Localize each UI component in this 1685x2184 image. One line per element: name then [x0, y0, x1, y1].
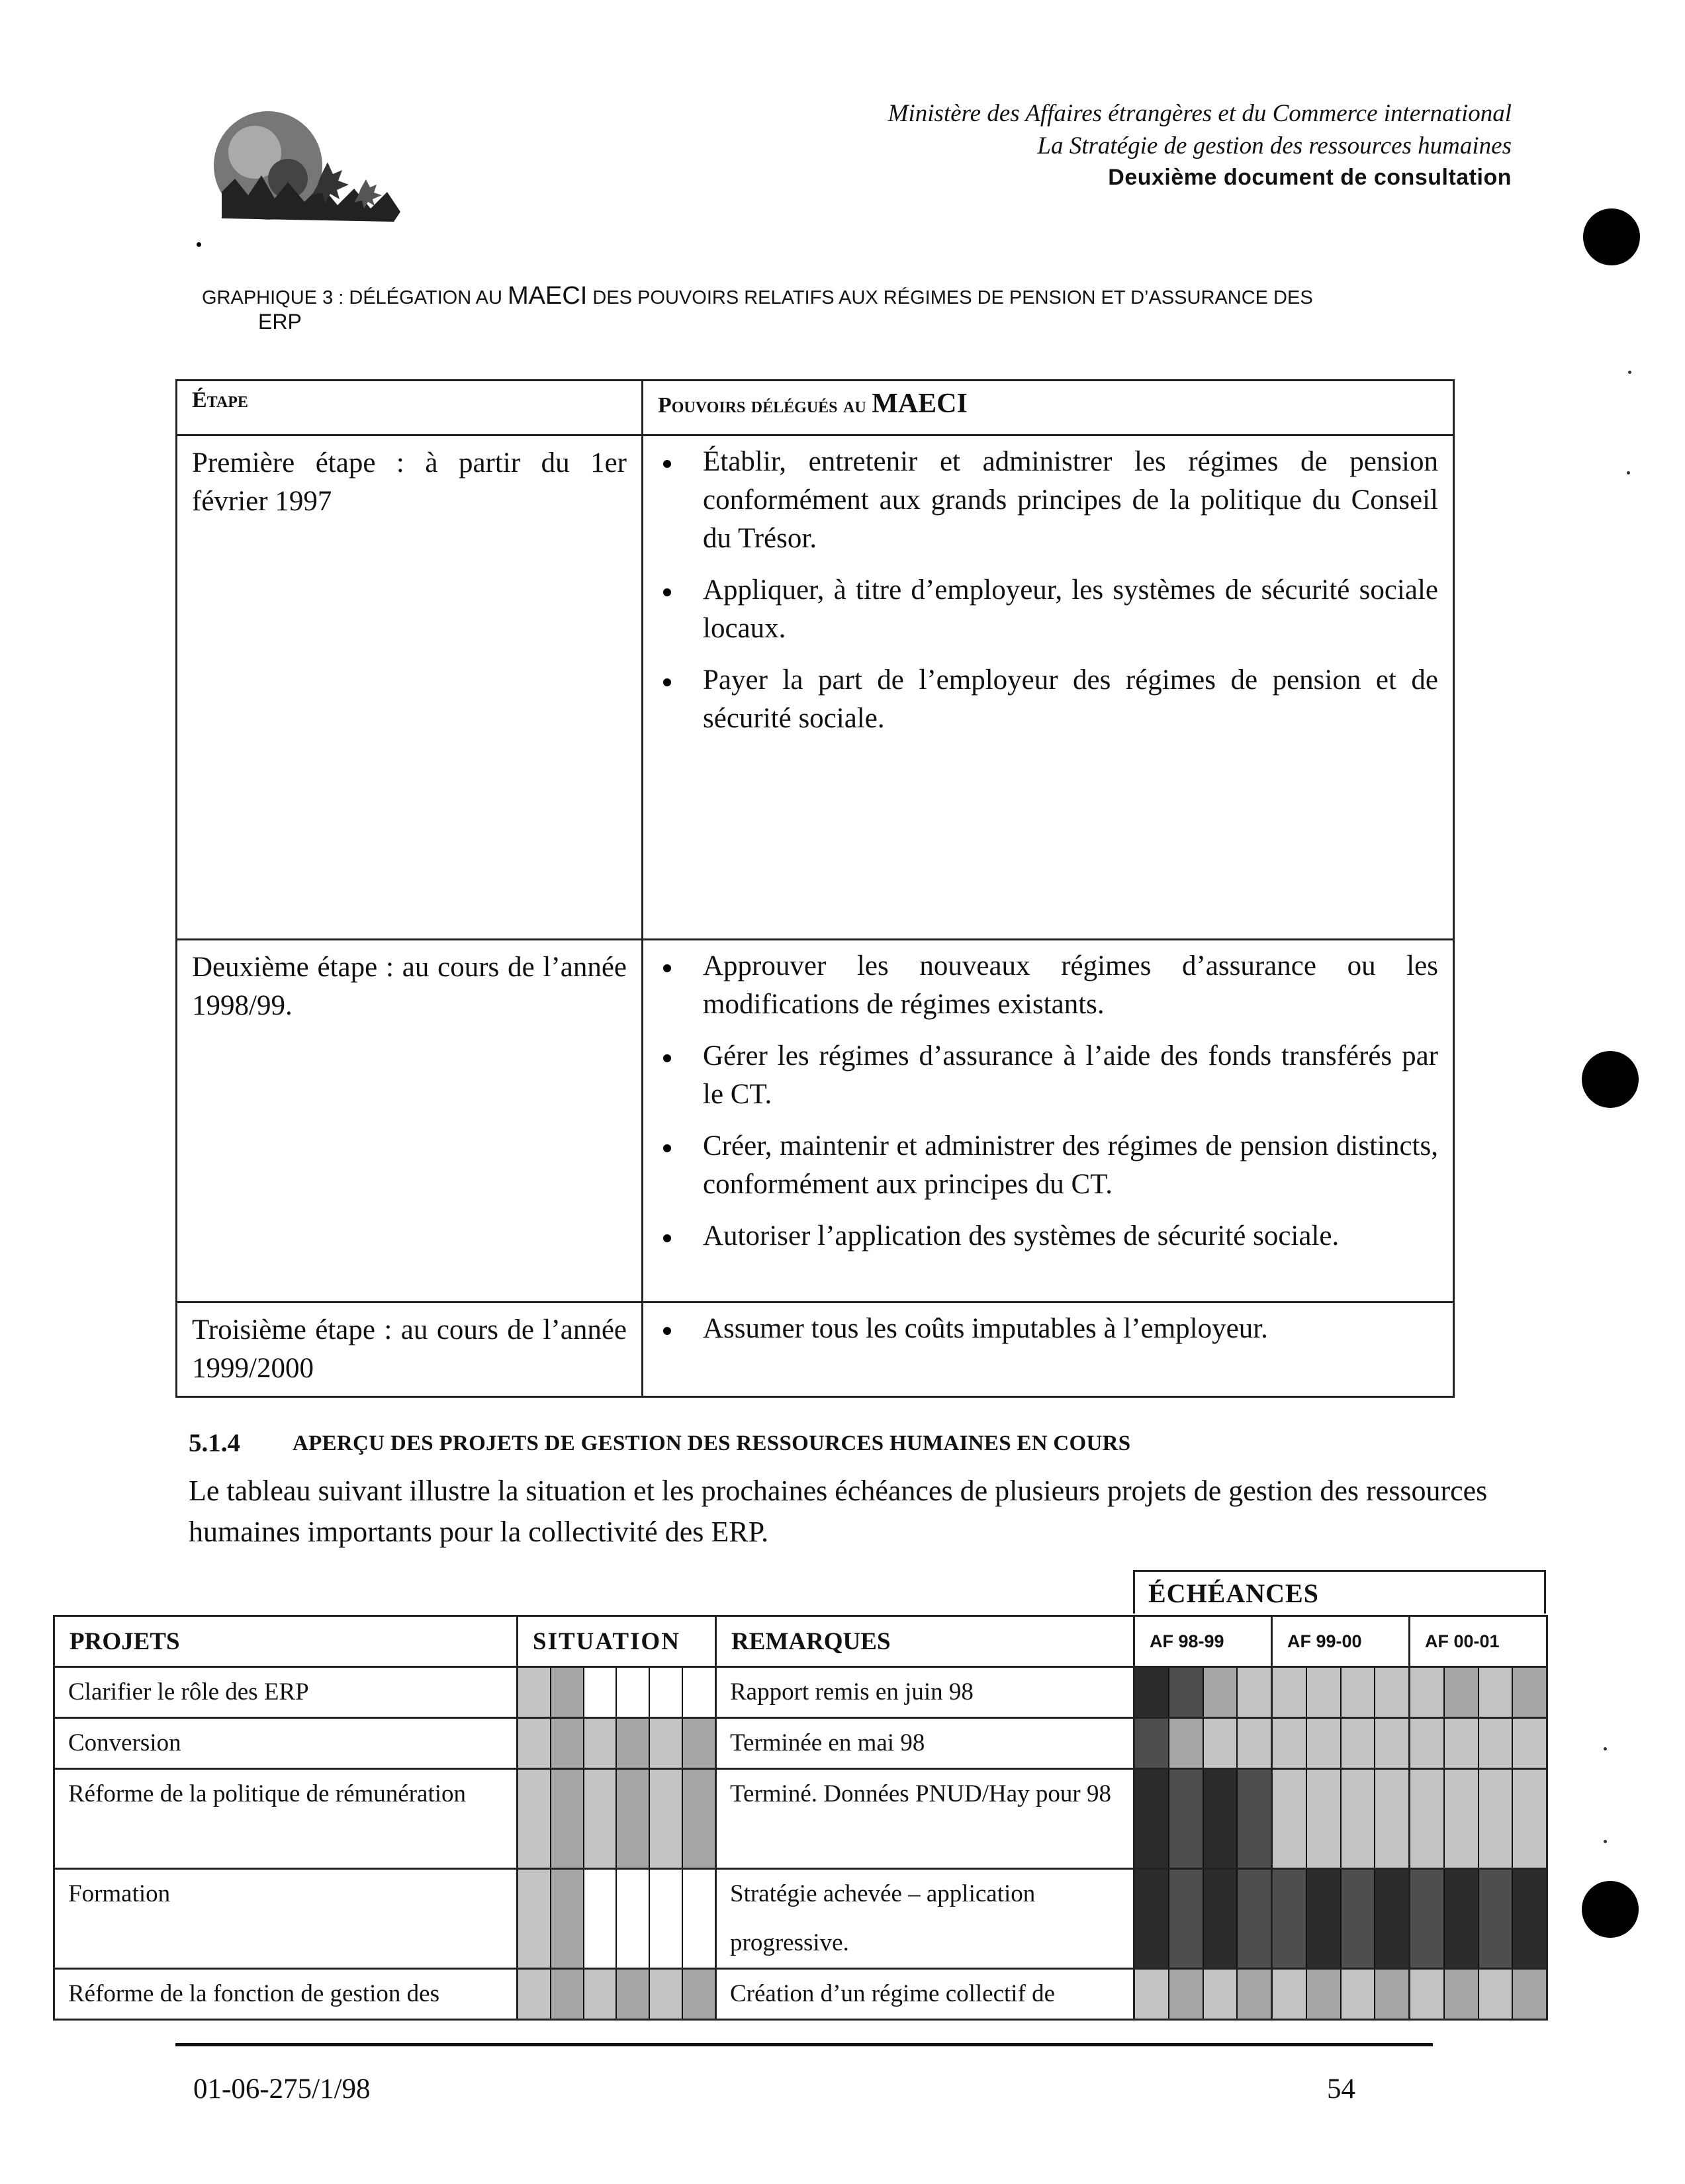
header-ministry: Ministère des Affaires étrangères et du Commerce international — [888, 100, 1512, 127]
column-header-af-00-01: AF 00-01 — [1410, 1616, 1547, 1667]
table-row — [54, 1969, 1547, 2020]
powers-header-maeci: MAECI — [872, 388, 968, 419]
punch-hole-bottom — [1582, 1881, 1639, 1938]
timeline-cell — [1134, 1667, 1272, 1718]
stage-cell: Première étape : à partir du 1er février 1997 — [177, 435, 643, 940]
situation-bar — [518, 1869, 716, 1969]
page-number: 54 — [1327, 2073, 1355, 2105]
globe-with-maple-leaves-logo — [195, 99, 460, 232]
power-item: Créer, maintenir et administrer des régimes de pension distincts, conformément aux principes du CT. — [657, 1127, 1438, 1204]
situation-bar — [518, 1667, 716, 1718]
speck-mark — [1628, 371, 1631, 374]
project-cell: Réforme de la fonction de gestion des — [54, 1969, 518, 2020]
timeline-cell — [1272, 1769, 1410, 1869]
timeline-cell — [1272, 1869, 1410, 1969]
timeline-cell — [1134, 1769, 1272, 1869]
stage-cell: Deuxième étape : au cours de l’année 1998/99. — [177, 940, 643, 1302]
remark-cell: Terminée en mai 98 — [716, 1718, 1134, 1769]
powers-header-label: Pouvoirs délégués au — [658, 393, 872, 418]
power-item: Assumer tous les coûts imputables à l’employeur. — [657, 1310, 1438, 1348]
column-header-remarks: REMARQUES — [716, 1616, 1134, 1667]
table-row — [54, 1718, 1547, 1769]
timeline-cell — [1134, 1869, 1272, 1969]
column-header-projects: PROJETS — [54, 1616, 518, 1667]
caption-maeci: MAECI — [507, 282, 588, 310]
power-item: Appliquer, à titre d’employeur, les systèmes de sécurité sociale locaux. — [657, 571, 1438, 648]
table-row — [54, 1869, 1547, 1969]
column-header-af-99-00: AF 99-00 — [1272, 1616, 1410, 1667]
delegation-table — [175, 379, 1455, 1398]
caption-rest: DES POUVOIRS RELATIFS AUX RÉGIMES DE PENSION ET D’ASSURANCE DES — [587, 287, 1313, 308]
speck-mark — [1604, 1747, 1607, 1751]
timeline-cell — [1410, 1718, 1547, 1769]
powers-cell — [643, 940, 1454, 1302]
project-cell: Réforme de la politique de rémunération — [54, 1769, 518, 1869]
table-header-row — [177, 381, 1454, 435]
powers-cell — [643, 435, 1454, 940]
timeline-cell — [1410, 1769, 1547, 1869]
power-item: Payer la part de l’employeur des régimes de pension et de sécurité sociale. — [657, 661, 1438, 738]
table-row — [177, 940, 1454, 1302]
column-header-af-98-99: AF 98-99 — [1134, 1616, 1272, 1667]
footer-rule — [175, 2043, 1433, 2046]
stage-cell: Troisième étape : au cours de l’année 1999/2000 — [177, 1302, 643, 1397]
situation-bar — [518, 1769, 716, 1869]
section-number: 5.1.4 — [189, 1429, 240, 1457]
column-header-stage: Étape — [177, 381, 643, 435]
power-item: Autoriser l’application des systèmes de sécurité sociale. — [657, 1217, 1438, 1255]
footer-reference: 01-06-275/1/98 — [193, 2073, 371, 2105]
column-header-situation: SITUATION — [518, 1616, 716, 1667]
remark-cell: Rapport remis en juin 98 — [716, 1667, 1134, 1718]
graph-caption — [202, 281, 1519, 314]
header-document: Deuxième document de consultation — [1108, 165, 1512, 190]
punch-hole-top — [1583, 208, 1640, 265]
remark-cell: Création d’un régime collectif de — [716, 1969, 1134, 2020]
powers-cell — [643, 1302, 1454, 1397]
timeline-cell — [1272, 1667, 1410, 1718]
power-item: Gérer les régimes d’assurance à l’aide des fonds transférés par le CT. — [657, 1037, 1438, 1114]
section-title: APERÇU DES PROJETS DE GESTION DES RESSOURCES HUMAINES EN COURS — [293, 1432, 1131, 1455]
power-item: Établir, entretenir et administrer les régimes de pension conformément aux grands principes de la politique du Conseil du Trésor. — [657, 443, 1438, 558]
punch-hole-middle — [1582, 1051, 1639, 1108]
remark-cell: Stratégie achevée – application progressive. — [716, 1869, 1134, 1969]
timeline-cell — [1272, 1969, 1410, 2020]
project-cell: Conversion — [54, 1718, 518, 1769]
column-header-powers — [643, 381, 1454, 435]
caption-continuation: ERP — [258, 310, 302, 334]
situation-bar — [518, 1718, 716, 1769]
project-cell: Clarifier le rôle des ERP — [54, 1667, 518, 1718]
table-row — [177, 1302, 1454, 1397]
table-header-row — [54, 1616, 1547, 1667]
dot-mark — [197, 242, 201, 247]
remark-cell: Terminé. Données PNUD/Hay pour 98 — [716, 1769, 1134, 1869]
header-strategy: La Stratégie de gestion des ressources humaines — [1037, 132, 1512, 159]
timeline-cell — [1272, 1718, 1410, 1769]
situation-bar — [518, 1969, 716, 2020]
timeline-cell — [1410, 1869, 1547, 1969]
speck-mark — [1604, 1840, 1607, 1843]
timeline-cell — [1410, 1667, 1547, 1718]
caption-prefix: GRAPHIQUE 3 : DÉLÉGATION AU — [202, 287, 508, 308]
power-item: Approuver les nouveaux régimes d’assurance ou les modifications de régimes existants. — [657, 947, 1438, 1024]
speck-mark — [1627, 471, 1630, 475]
echeances-label: ÉCHÉANCES — [1148, 1578, 1319, 1608]
timeline-cell — [1134, 1718, 1272, 1769]
projects-table — [53, 1615, 1548, 2021]
timeline-cell — [1134, 1969, 1272, 2020]
timeline-cell — [1410, 1969, 1547, 2020]
table-row — [54, 1667, 1547, 1718]
project-cell: Formation — [54, 1869, 518, 1969]
table-row — [177, 435, 1454, 940]
section-intro: Le tableau suivant illustre la situation et les prochaines échéances de plusieurs projets de gestion des ressources humaines importants pour la collectivité des ERP. — [189, 1475, 1488, 1548]
table-row — [54, 1769, 1547, 1869]
